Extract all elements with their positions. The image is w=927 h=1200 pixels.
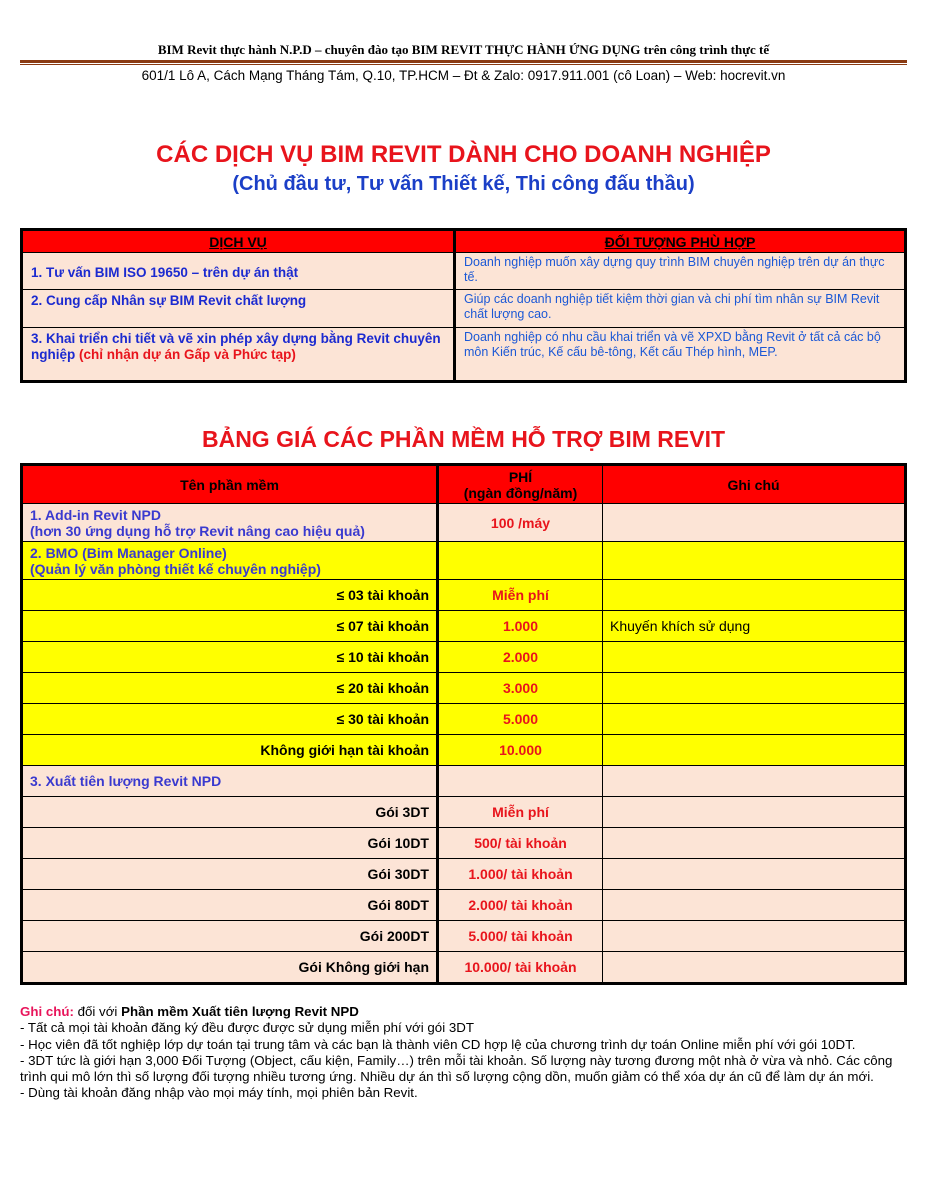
- estimate-tier-note: [603, 890, 906, 921]
- bmo-tier-row: [22, 642, 906, 673]
- estimate-tier-label: Gói 10DT: [22, 828, 438, 859]
- bmo-tier-note: [603, 642, 906, 673]
- notes-line: - 3DT tức là giới hạn 3,000 Đối Tượng (Object, cấu kiện, Family…) trên mỗi tài khoản. Số lượng này tương đương một nhà ở vừa và nhỏ. Các công trình qui mô lớn thì số lượng đối tượng nhiều tương ứng. Nhiều dự án thì số lượng cộng dồn, muốn giảm có thể xóa dự án cũ để làm dự án mới.: [20, 1052, 893, 1085]
- estimate-tier-fee: 500/ tài khoản: [438, 828, 603, 859]
- notes-line: - Tất cả mọi tài khoản đăng ký đều được được sử dụng miễn phí với gói 3DT: [20, 1020, 474, 1036]
- estimate-tier-row: [22, 828, 906, 859]
- service-target: Giúp các doanh nghiệp tiết kiệm thời gian và chi phí tìm nhân sự BIM Revit chất lượng cao.: [455, 290, 906, 328]
- estimate-tier-row: [22, 952, 906, 984]
- addin-name-line2: (hơn 30 ứng dụng hỗ trợ Revit nâng cao hiệu quả): [30, 522, 365, 539]
- estimate-tier-label: Gói 3DT: [22, 797, 438, 828]
- estimate-tier-row: [22, 859, 906, 890]
- notes-line: - Dùng tài khoản đăng nhập vào mọi máy tính, mọi phiên bản Revit.: [20, 1085, 418, 1101]
- services-row: [22, 328, 906, 382]
- notes-line: - Học viên đã tốt nghiệp lớp dự toán tại trung tâm và các bạn là thành viên CD hợp lệ của chương trình dự toán Online miễn phí với gói 10DT.: [20, 1036, 856, 1052]
- pricing-col-header-note: Ghi chú: [603, 465, 906, 504]
- estimate-tier-note: [603, 952, 906, 984]
- bmo-note: [603, 542, 906, 580]
- services-row: [22, 253, 906, 290]
- bmo-tier-fee: 3.000: [438, 673, 603, 704]
- addin-row: [22, 504, 906, 542]
- bmo-row: [22, 542, 906, 580]
- estimate-tier-note: [603, 859, 906, 890]
- estimate-tier-label: Gói 30DT: [22, 859, 438, 890]
- bmo-tier-note: [603, 735, 906, 766]
- addin-name: [22, 504, 438, 542]
- services-subtitle: (Chủ đầu tư, Tư vấn Thiết kế, Thi công đấu thầu): [232, 173, 695, 195]
- estimate-tier-label: Gói 80DT: [22, 890, 438, 921]
- bmo-tier-row: [22, 580, 906, 611]
- service-name: 1. Tư vấn BIM ISO 19650 – trên dự án thật: [22, 253, 455, 290]
- header-title: BIM Revit thực hành N.P.D – chuyên đào tạo BIM REVIT THỰC HÀNH ỨNG DỤNG trên công trình thực tế: [157, 42, 770, 57]
- notes-section: [20, 1004, 910, 1102]
- estimate-tier-note: [603, 797, 906, 828]
- service-target: Doanh nghiệp muốn xây dựng quy trình BIM chuyên nghiệp trên dự án thực tế.: [455, 253, 906, 290]
- estimate-name: 3. Xuất tiên lượng Revit NPD: [22, 766, 438, 797]
- pricing-col-header-name: Tên phần mềm: [22, 465, 438, 504]
- estimate-tier-label: Gói Không giới hạn: [22, 952, 438, 984]
- fee-header-line2: (ngàn đồng/năm): [463, 484, 578, 501]
- service-note: (chỉ nhận dự án Gấp và Phức tạp): [79, 347, 296, 362]
- bmo-tier-fee: 5.000: [438, 704, 603, 735]
- bmo-tier-note: Khuyến khích sử dụng: [603, 611, 906, 642]
- pricing-table: [20, 463, 907, 985]
- services-col-header-service: DỊCH VỤ: [22, 230, 455, 253]
- bmo-name-line1: 2. BMO (Bim Manager Online): [30, 544, 227, 561]
- addin-note: [603, 504, 906, 542]
- bmo-tier-label: ≤ 30 tài khoản: [22, 704, 438, 735]
- bmo-tier-fee: 10.000: [438, 735, 603, 766]
- notes-intro: đối với: [73, 1004, 122, 1019]
- bmo-tier-label: ≤ 20 tài khoản: [22, 673, 438, 704]
- service-target: Doanh nghiệp có nhu cầu khai triển và vẽ XPXD bằng Revit ở tất cả các bộ môn Kiến trúc, Kế cấu bê-tông, Kết cấu Thép hình, MEP.: [455, 328, 906, 382]
- bmo-tier-row: [22, 735, 906, 766]
- services-table: [20, 228, 907, 383]
- bmo-tier-note: [603, 704, 906, 735]
- addin-fee: 100 /máy: [438, 504, 603, 542]
- estimate-tier-row: [22, 921, 906, 952]
- notes-heading: [20, 1004, 910, 1020]
- services-col-header-target: ĐỐI TƯỢNG PHÙ HỢP: [455, 230, 906, 253]
- service-name: 3. Khai triển chi tiết và vẽ xin phép xây dựng bằng Revit chuyên nghiệp: [31, 331, 441, 362]
- estimate-tier-fee: 5.000/ tài khoản: [438, 921, 603, 952]
- bmo-name: [22, 542, 438, 580]
- bmo-tier-label: ≤ 10 tài khoản: [22, 642, 438, 673]
- bmo-tier-label: ≤ 03 tài khoản: [22, 580, 438, 611]
- notes-product: Phần mềm Xuất tiên lượng Revit NPD: [121, 1004, 359, 1019]
- header-address: 601/1 Lô A, Cách Mạng Tháng Tám, Q.10, TP.HCM – Đt & Zalo: 0917.911.001 (cô Loan) – Web: hocrevit.vn: [141, 68, 786, 83]
- estimate-tier-row: [22, 890, 906, 921]
- notes-label: Ghi chú:: [20, 1004, 74, 1019]
- header-divider: [20, 60, 907, 63]
- bmo-tier-fee: 1.000: [438, 611, 603, 642]
- header-divider-thin: [20, 64, 907, 65]
- pricing-title: BẢNG GIÁ CÁC PHẦN MỀM HỖ TRỢ BIM REVIT: [201, 426, 726, 452]
- estimate-tier-fee: 1.000/ tài khoản: [438, 859, 603, 890]
- bmo-fee: [438, 542, 603, 580]
- addin-name-line1: 1. Add-in Revit NPD: [30, 506, 161, 523]
- estimate-note: [603, 766, 906, 797]
- estimate-tier-note: [603, 921, 906, 952]
- bmo-name-line2: (Quản lý văn phòng thiết kế chuyên nghiệp): [30, 560, 321, 577]
- estimate-tier-fee: 2.000/ tài khoản: [438, 890, 603, 921]
- service-name-cell: [22, 328, 455, 382]
- services-row: [22, 290, 906, 328]
- service-name: 2. Cung cấp Nhân sự BIM Revit chất lượng: [22, 290, 455, 328]
- bmo-tier-fee: 2.000: [438, 642, 603, 673]
- estimate-fee: [438, 766, 603, 797]
- estimate-tier-note: [603, 828, 906, 859]
- estimate-tier-fee: 10.000/ tài khoản: [438, 952, 603, 984]
- bmo-tier-row: [22, 704, 906, 735]
- pricing-header-row: [22, 465, 906, 504]
- bmo-tier-row: [22, 611, 906, 642]
- fee-header-line1: PHÍ: [508, 468, 533, 485]
- bmo-tier-row: [22, 673, 906, 704]
- bmo-tier-fee: Miễn phí: [438, 580, 603, 611]
- bmo-tier-note: [603, 580, 906, 611]
- pricing-col-header-fee: [438, 465, 603, 504]
- estimate-tier-row: [22, 797, 906, 828]
- estimate-tier-label: Gói 200DT: [22, 921, 438, 952]
- bmo-tier-label: Không giới hạn tài khoản: [22, 735, 438, 766]
- services-title: CÁC DỊCH VỤ BIM REVIT DÀNH CHO DOANH NGHIỆP: [156, 141, 771, 168]
- bmo-tier-label: ≤ 07 tài khoản: [22, 611, 438, 642]
- estimate-tier-fee: Miễn phí: [438, 797, 603, 828]
- bmo-tier-note: [603, 673, 906, 704]
- estimate-row: [22, 766, 906, 797]
